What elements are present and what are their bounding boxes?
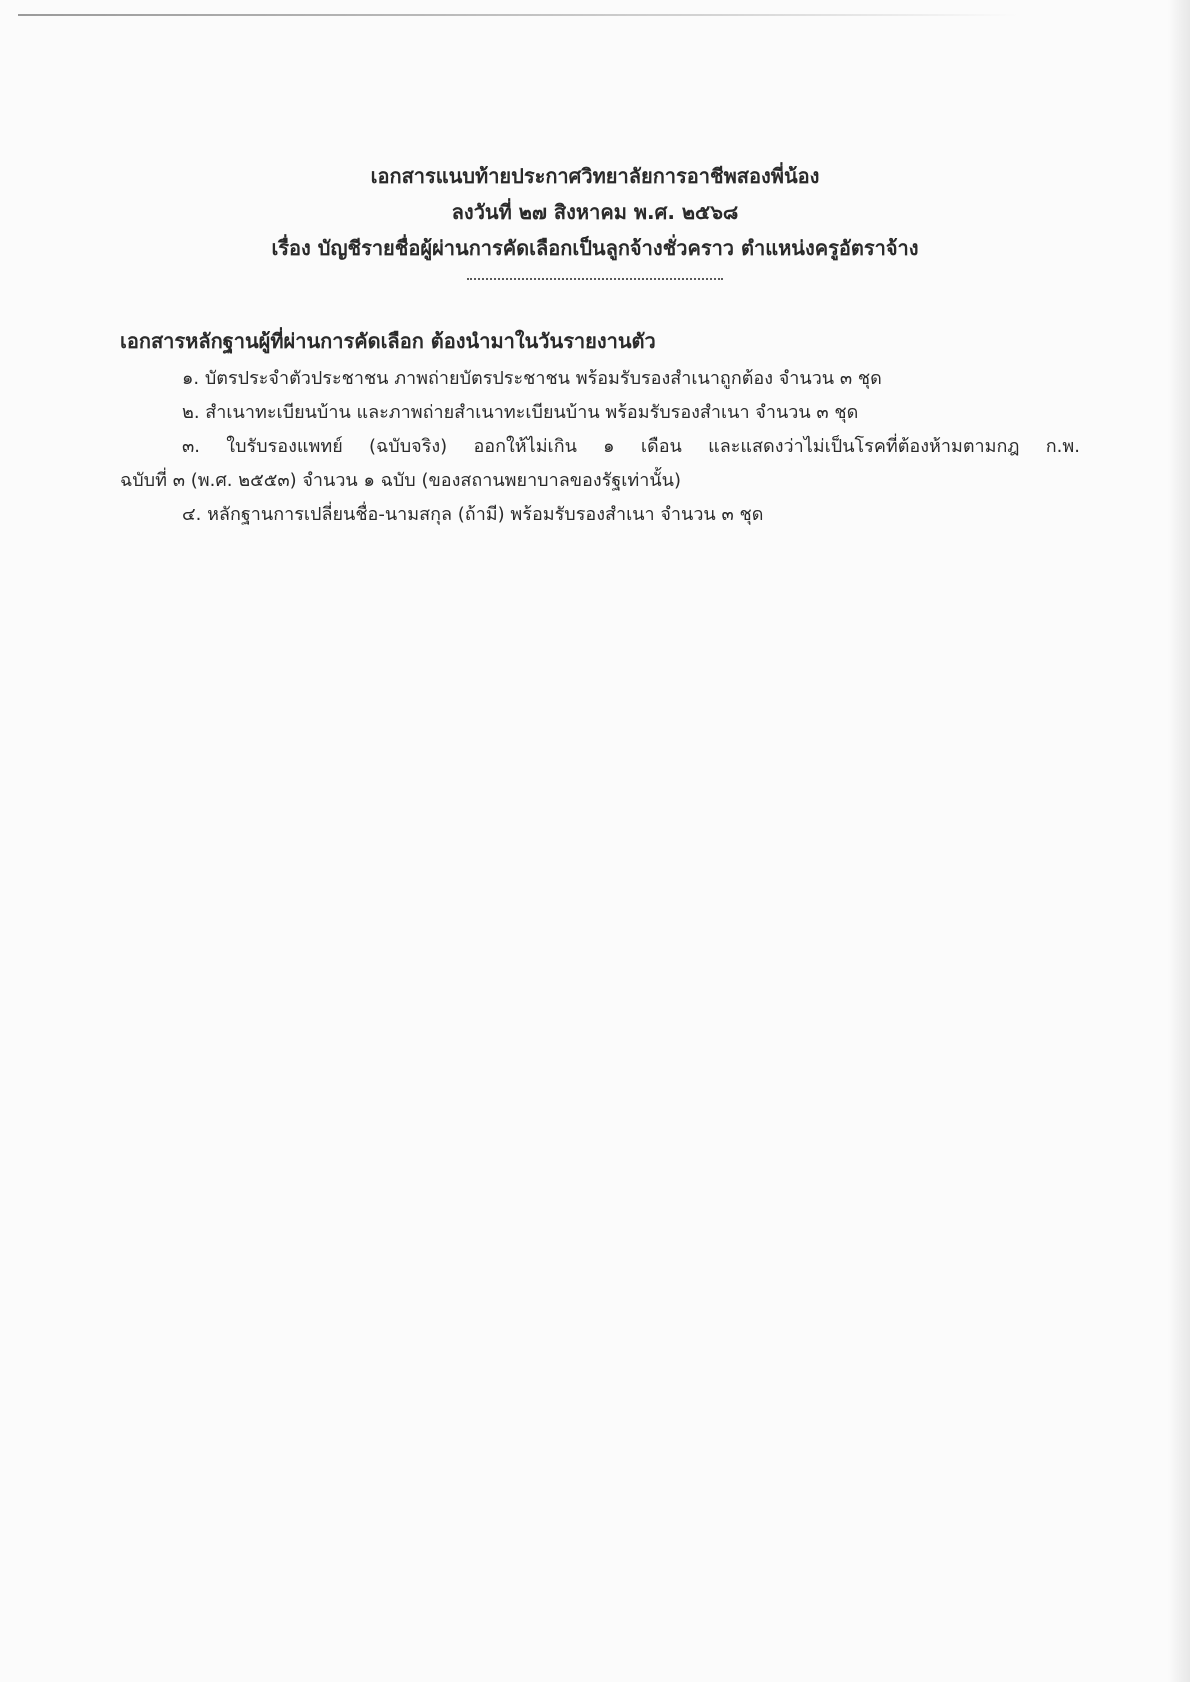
document-header [0, 158, 1190, 280]
list-item-text: ๓. ใบรับรองแพทย์ (ฉบับจริง) ออกให้ไม่เกิน ๑ เดือน และแสดงว่าไม่เป็นโรคที่ต้องห้ามตามกฎ ก.พ. [182, 436, 1080, 457]
dotted-divider [467, 272, 723, 280]
list-item-2 [120, 396, 1080, 430]
header-subject: เรื่อง บัญชีรายชื่อผู้ผ่านการคัดเลือกเป็นลูกจ้างชั่วคราว ตำแหน่งครูอัตราจ้าง [271, 236, 919, 260]
list-item-3-continued [120, 464, 1080, 498]
list-item-text: ฉบับที่ ๓ (พ.ศ. ๒๕๕๓) จำนวน ๑ ฉบับ (ของสถานพยาบาลของรัฐเท่านั้น) [120, 470, 682, 491]
list-item-text: ๒. สำเนาทะเบียนบ้าน และภาพถ่ายสำเนาทะเบียนบ้าน พร้อมรับรองสำเนา จำนวน ๓ ชุด [182, 402, 859, 423]
header-title: เอกสารแนบท้ายประกาศวิทยาลัยการอาชีพสองพี่น้อง [370, 164, 820, 188]
list-item-text: ๔. หลักฐานการเปลี่ยนชื่อ-นามสกุล (ถ้ามี) พร้อมรับรองสำเนา จำนวน ๓ ชุด [182, 504, 764, 525]
list-item-4 [120, 498, 1080, 532]
header-date: ลงวันที่ ๒๗ สิงหาคม พ.ศ. ๒๕๖๘ [451, 200, 739, 224]
document-list [120, 362, 1080, 532]
list-item-3 [120, 430, 1080, 464]
scan-edge-top [18, 14, 1018, 16]
list-item-1 [120, 362, 1080, 396]
list-item-text: ๑. บัตรประจำตัวประชาชน ภาพถ่ายบัตรประชาชน พร้อมรับรองสำเนาถูกต้อง จำนวน ๓ ชุด [182, 368, 882, 389]
section-heading: เอกสารหลักฐานผู้ที่ผ่านการคัดเลือก ต้องนำมาในวันรายงานตัว [120, 329, 656, 353]
